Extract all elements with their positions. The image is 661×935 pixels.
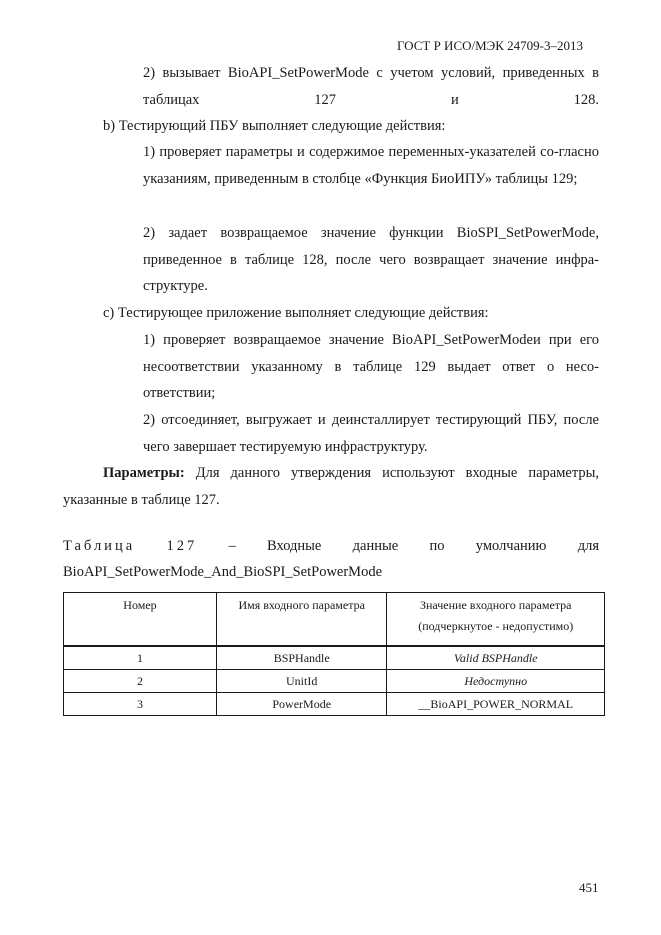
table-caption-label: Таблица <box>63 538 136 554</box>
parameters-text: Для данного утверждения используют входные параметры, указанные в таблице 127. <box>63 465 599 508</box>
cell-value: Недоступно <box>387 670 605 693</box>
table-header-row <box>64 593 605 647</box>
paragraph-c1: 1) проверяет возвращаемое значение BioAPI_SetPowerModeи при его несоответствии указанному в таблице 129 выдает ответ о несо-ответствии; <box>143 332 599 401</box>
table-caption-dash: – <box>228 538 236 554</box>
paragraph-a2 <box>143 60 599 113</box>
paragraph-b2: 2) задает возвращаемое значение функции BioSPI_SetPowerMode, приведенное в таблице 128, после чего возвращает значение инфра-структуре. <box>143 225 599 294</box>
table-caption-word: для <box>577 538 599 554</box>
input-parameters-table <box>63 592 605 716</box>
table-caption-word: Входные <box>267 538 322 554</box>
paragraph-parameters <box>63 460 599 513</box>
table-row <box>64 670 605 693</box>
header-parameter-name: Имя входного параметра <box>216 593 387 647</box>
parameters-label: Параметры: <box>103 465 185 481</box>
paragraph-b-intro: b) Тестирующий ПБУ выполняет следующие действия: <box>103 118 446 134</box>
header-number: Номер <box>64 593 217 647</box>
table-row <box>64 693 605 716</box>
paragraph-b1: 1) проверяет параметры и содержимое переменных-указателей со-гласно указаниям, приведенным в столбце «Функция БиоИПУ» таблицы 129; <box>143 144 599 187</box>
table-caption-word: умолчанию <box>475 538 547 554</box>
table-caption <box>63 538 599 555</box>
table-caption-line2: BioAPI_SetPowerMode_And_BioSPI_SetPowerMode <box>63 564 383 580</box>
cell-value: __BioAPI_POWER_NORMAL <box>387 693 605 716</box>
cell-number: 1 <box>64 646 217 670</box>
cell-value: Valid BSPHandle <box>387 646 605 670</box>
cell-number: 2 <box>64 670 217 693</box>
cell-name: PowerMode <box>216 693 387 716</box>
page-number: 451 <box>579 880 599 895</box>
paragraph-c-intro: c) Тестирующее приложение выполняет следующие действия: <box>103 305 489 321</box>
table-caption-number: 127 <box>166 538 198 554</box>
table-caption-word: по <box>429 538 445 554</box>
cell-number: 3 <box>64 693 217 716</box>
document-header: ГОСТ Р ИСО/МЭК 24709-3–2013 <box>396 38 583 53</box>
cell-name: BSPHandle <box>216 646 387 670</box>
header-parameter-value: Значение входного параметра (подчеркнутое - недопустимо) <box>387 593 605 647</box>
table-caption-word: данные <box>352 538 399 554</box>
table-row <box>64 646 605 670</box>
cell-name: UnitId <box>216 670 387 693</box>
paragraph-c2: 2) отсоединяет, выгружает и деинсталлирует тестирующий ПБУ, после чего завершает тестируемую инфраструктуру. <box>143 412 599 455</box>
paragraph-a2-text: 2) вызывает BioAPI_SetPowerMode с учетом условий, приведенных в таблицах 127 и 128. <box>143 65 599 108</box>
